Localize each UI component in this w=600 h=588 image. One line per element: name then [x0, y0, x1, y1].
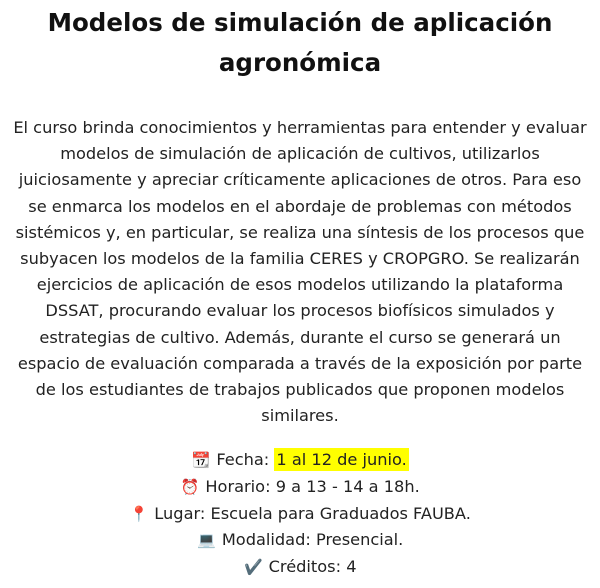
fecha-value: 1 al 12 de junio. [276, 450, 407, 470]
horario-label: Horario: [205, 477, 271, 497]
creditos-label: Créditos: [268, 556, 342, 576]
course-details [8, 447, 592, 580]
course-title: Modelos de simulación de aplicación agronómica [47, 8, 553, 77]
course-description: El curso brinda conocimientos y herramientas para entender y evaluar modelos de simulación de aplicación de cultivos, utilizarlos juiciosamente y apreciar críticamente aplicaciones de otros. Para eso se enmarca los modelos en el abordaje de problemas con métodos sistémicos y, en particular, se realiza una síntesis de los procesos que subyacen los modelos de la familia CERES y CROPGRO. Se realizarán ejercicios de aplicación de esos modelos utilizando la plataforma DSSAT, procurando evaluar los procesos biofísicos simulados y estrategias de cultivo. Además, durante el curso se generará un espacio de evaluación comparada a través de la exposición por parte de los estudiantes de trabajos publicados que proponen modelos similares. [13, 118, 587, 426]
check-mark-icon: ✔️ [244, 557, 263, 576]
detail-fecha [8, 447, 592, 474]
modalidad-value: Presencial. [315, 530, 404, 550]
modalidad-label: Modalidad: [221, 530, 311, 550]
fecha-label: Fecha: [216, 450, 270, 470]
laptop-icon: 💻 [197, 531, 217, 550]
pin-icon: 📍 [129, 504, 149, 523]
horario-value: 9 a 13 - 14 a 18h. [275, 477, 420, 497]
detail-creditos [8, 554, 592, 581]
lugar-label: Lugar: [154, 503, 206, 523]
detail-horario [8, 474, 592, 501]
detail-modalidad [8, 527, 592, 554]
calendar-icon: 📆 [191, 451, 211, 470]
lugar-value: Escuela para Graduados FAUBA. [210, 503, 471, 523]
detail-lugar [8, 501, 592, 528]
alarm-clock-icon: ⏰ [180, 478, 200, 497]
creditos-value: 4 [346, 556, 357, 576]
